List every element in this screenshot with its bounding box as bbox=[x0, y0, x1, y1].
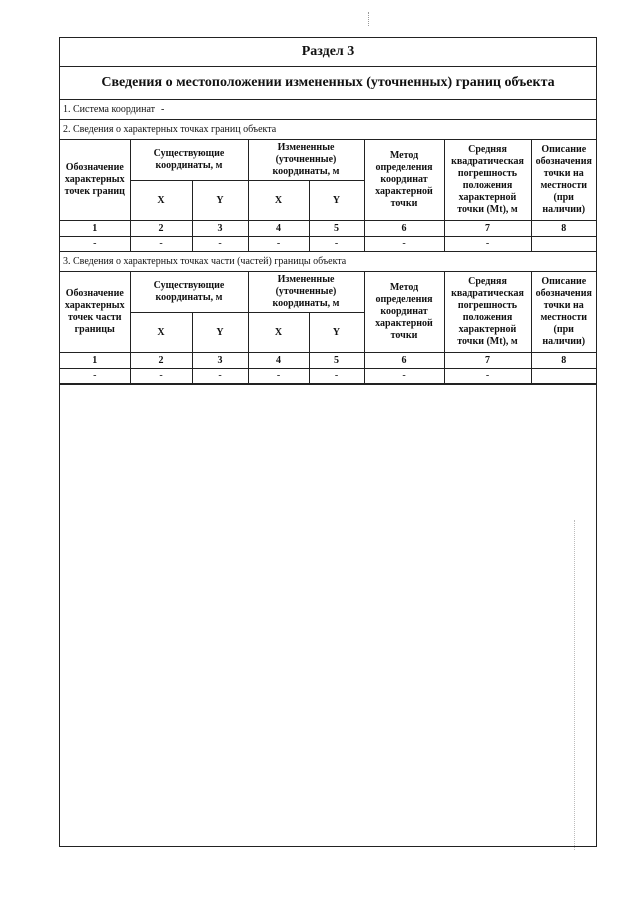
table-cell: - bbox=[60, 237, 130, 252]
column-number: 5 bbox=[309, 221, 364, 237]
col-method-header: Метод определения координат характерной точки bbox=[364, 272, 444, 353]
column-number: 7 bbox=[444, 353, 531, 369]
col-x-changed: X bbox=[248, 313, 309, 353]
table-cell: - bbox=[364, 237, 444, 252]
table-cell: - bbox=[248, 369, 309, 384]
table-cell: - bbox=[192, 237, 248, 252]
col-error-header: Средняя квадратическая погрешность положения характерной точки (Mt), м bbox=[444, 272, 531, 353]
part-boundary-points-table bbox=[60, 272, 596, 384]
table-cell: - bbox=[309, 237, 364, 252]
section-title: Раздел 3 bbox=[60, 38, 596, 67]
column-number: 1 bbox=[60, 353, 130, 369]
scan-artifact bbox=[368, 12, 371, 26]
col-existing-header: Существующие координаты, м bbox=[130, 140, 248, 181]
column-number: 3 bbox=[192, 353, 248, 369]
col-point-header: Обозначение характерных точек границ bbox=[60, 140, 130, 221]
coord-system-row bbox=[60, 100, 596, 120]
col-changed-header: Измененные (уточненные) координаты, м bbox=[248, 272, 364, 313]
col-x-existing: X bbox=[130, 181, 192, 221]
col-y-changed: Y bbox=[309, 313, 364, 353]
block2-heading: 3. Сведения о характерных точках части (частей) границы объекта bbox=[60, 252, 596, 272]
col-desc-header: Описание обозначения точки на местности (при наличии) bbox=[531, 272, 596, 353]
table-cell: - bbox=[130, 369, 192, 384]
column-number: 6 bbox=[364, 221, 444, 237]
table-row bbox=[60, 369, 596, 384]
column-numbers-row bbox=[60, 353, 596, 369]
coord-system-value: - bbox=[161, 104, 165, 115]
table-cell: - bbox=[444, 369, 531, 384]
col-existing-header: Существующие координаты, м bbox=[130, 272, 248, 313]
col-changed-header: Измененные (уточненные) координаты, м bbox=[248, 140, 364, 181]
table-cell: - bbox=[364, 369, 444, 384]
col-y-existing: Y bbox=[192, 313, 248, 353]
block1-heading: 2. Сведения о характерных точках границ объекта bbox=[60, 120, 596, 140]
column-number: 1 bbox=[60, 221, 130, 237]
col-desc-header: Описание обозначения точки на местности (при наличии) bbox=[531, 140, 596, 221]
column-number: 2 bbox=[130, 221, 192, 237]
table-cell: - bbox=[444, 237, 531, 252]
section-frame bbox=[59, 37, 597, 847]
col-x-changed: X bbox=[248, 181, 309, 221]
column-number: 3 bbox=[192, 221, 248, 237]
column-number: 5 bbox=[309, 353, 364, 369]
table-cell: - bbox=[309, 369, 364, 384]
boundary-points-table bbox=[60, 140, 596, 252]
col-point-header: Обозначение характерных точек части границы bbox=[60, 272, 130, 353]
column-number: 6 bbox=[364, 353, 444, 369]
column-number: 4 bbox=[248, 353, 309, 369]
table-cell: - bbox=[192, 369, 248, 384]
column-number: 4 bbox=[248, 221, 309, 237]
col-y-changed: Y bbox=[309, 181, 364, 221]
column-number: 8 bbox=[531, 353, 596, 369]
table-cell: - bbox=[130, 237, 192, 252]
col-error-header: Средняя квадратическая погрешность положения характерной точки (Mt), м bbox=[444, 140, 531, 221]
column-number: 7 bbox=[444, 221, 531, 237]
table-cell: - bbox=[60, 369, 130, 384]
column-number: 2 bbox=[130, 353, 192, 369]
col-x-existing: X bbox=[130, 313, 192, 353]
table-cell: - bbox=[248, 237, 309, 252]
section-subtitle: Сведения о местоположении измененных (уточненных) границ объекта bbox=[60, 67, 596, 100]
col-y-existing: Y bbox=[192, 181, 248, 221]
coord-system-label: 1. Система координат bbox=[63, 104, 156, 115]
table-bottom-rule bbox=[60, 384, 596, 385]
column-number: 8 bbox=[531, 221, 596, 237]
table-cell bbox=[531, 369, 596, 384]
table-cell bbox=[531, 237, 596, 252]
col-method-header: Метод определения координат характерной точки bbox=[364, 140, 444, 221]
table-row bbox=[60, 237, 596, 252]
column-numbers-row bbox=[60, 221, 596, 237]
